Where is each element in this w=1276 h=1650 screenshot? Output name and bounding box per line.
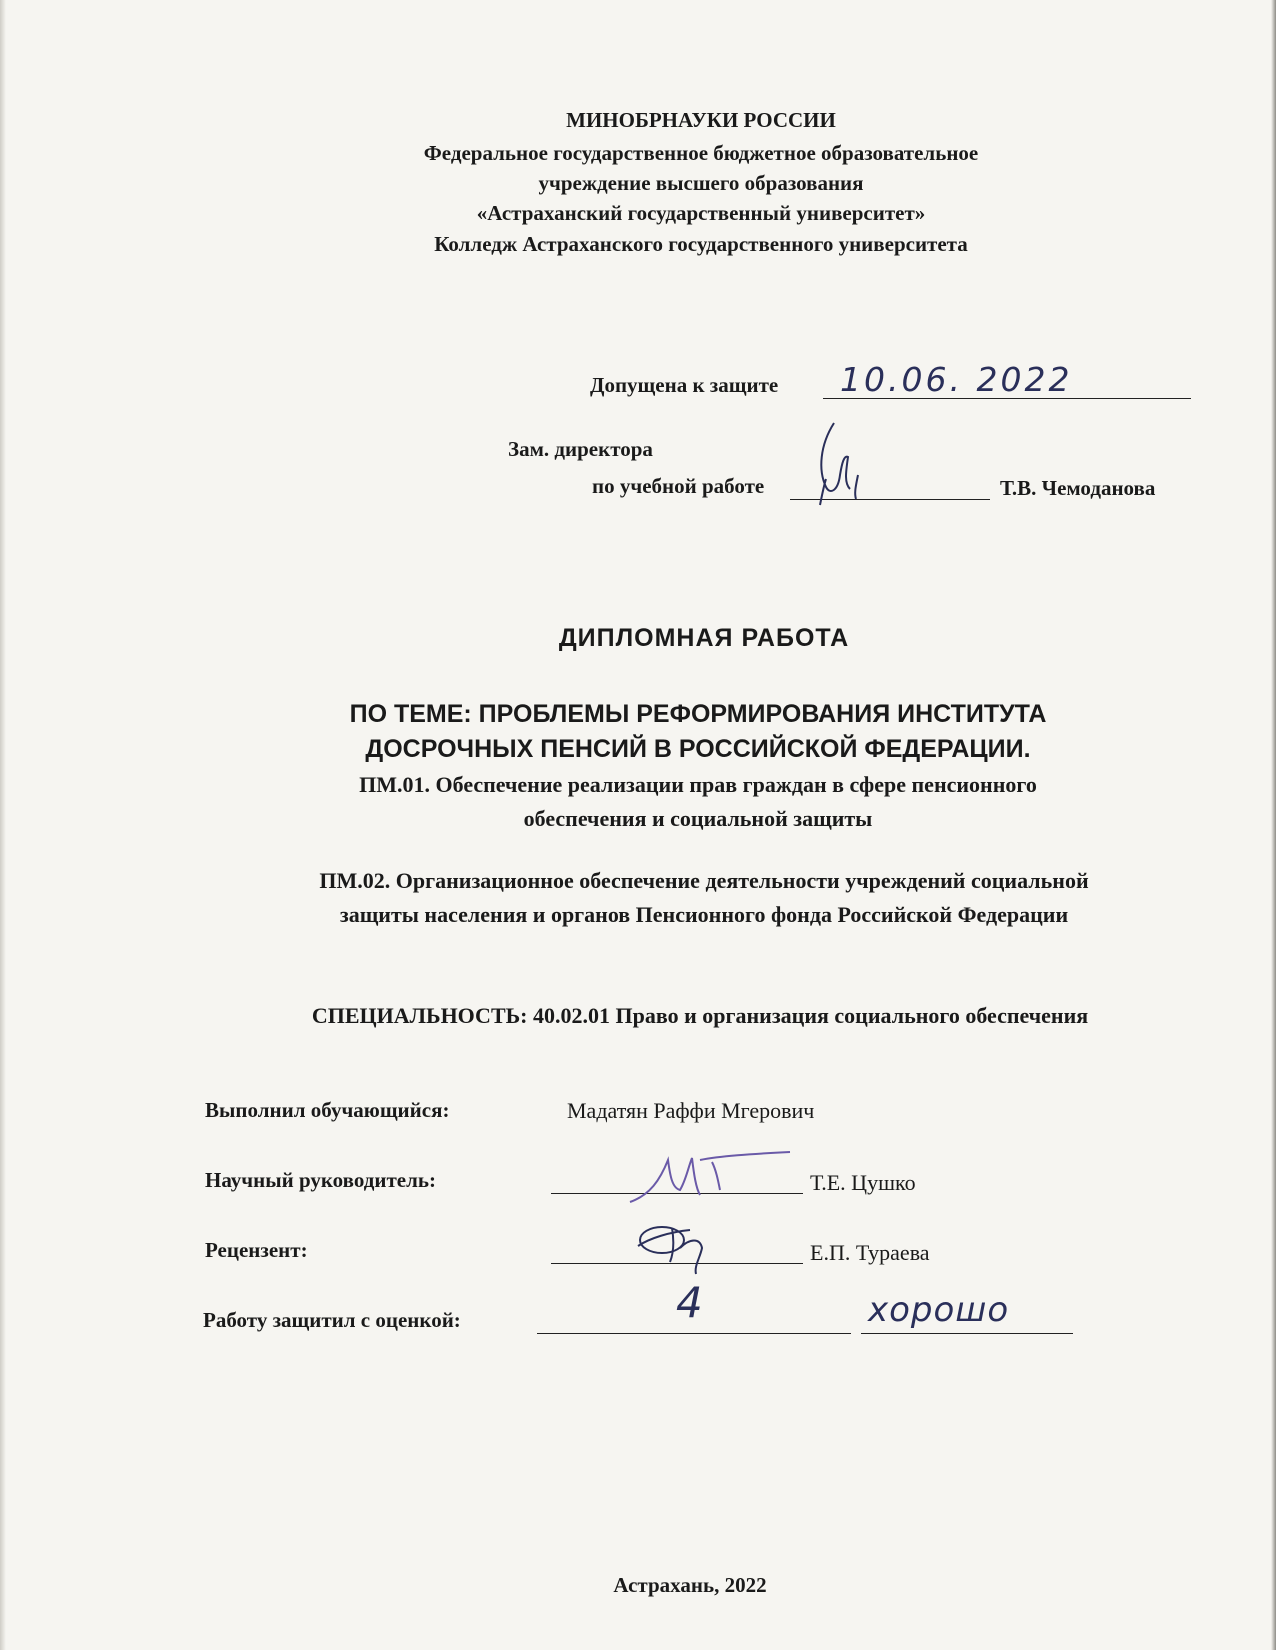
admitted-date-handwritten: 10.06. 2022 — [840, 360, 1073, 399]
pm02-line-2: защиты населения и органов Пенсионного фонда Российской Федерации — [339, 902, 1069, 927]
supervisor-label: Научный руководитель: — [205, 1168, 436, 1192]
grade-number-handwritten: 4 — [676, 1278, 703, 1327]
deputy-name: Т.В. Чемоданова — [1000, 476, 1156, 500]
pm01-line-2: обеспечения и социальной защиты — [523, 806, 873, 831]
student-label: Выполнил обучающийся: — [205, 1098, 450, 1122]
supervisor-signature — [620, 1140, 800, 1210]
deputy-title-line-1: Зам. директора — [508, 437, 653, 461]
paper-edge-left — [0, 0, 6, 1650]
theme-line-2: ДОСРОЧНЫХ ПЕНСИЙ В РОССИЙСКОЙ ФЕДЕРАЦИИ. — [365, 735, 1031, 763]
pm02-line-1: ПМ.02. Организационное обеспечение деятельности учреждений социальной — [319, 868, 1089, 893]
city-year: Астрахань, 2022 — [613, 1573, 767, 1597]
supervisor-name: Т.Е. Цушко — [810, 1170, 916, 1195]
pm01-line-1: ПМ.01. Обеспечение реализации прав граждан в сфере пенсионного — [359, 772, 1037, 797]
grade-word-handwritten: хорошо — [868, 1290, 1010, 1330]
deputy-title-line-2: по учебной работе — [592, 474, 765, 498]
specialty: СПЕЦИАЛЬНОСТЬ: 40.02.01 Право и организация социального обеспечения — [311, 1003, 1089, 1028]
document-type: ДИПЛОМНАЯ РАБОТА — [558, 624, 850, 652]
college-name: Колледж Астраханского государственного университета — [434, 232, 968, 256]
grade-number-line — [537, 1333, 851, 1334]
org-line-1: Федеральное государственное бюджетное образовательное — [423, 141, 979, 165]
admitted-label: Допущена к защите — [590, 373, 779, 397]
ministry-name: МИНОБРНАУКИ РОССИИ — [566, 108, 836, 132]
deputy-signature — [800, 415, 910, 515]
reviewer-name: Е.П. Тураева — [810, 1240, 930, 1265]
grade-word-line — [861, 1333, 1073, 1334]
university-name: «Астраханский государственный университет» — [476, 201, 926, 225]
reviewer-signature — [630, 1218, 730, 1278]
grade-label: Работу защитил с оценкой: — [203, 1308, 461, 1332]
theme-line-1: ПО ТЕМЕ: ПРОБЛЕМЫ РЕФОРМИРОВАНИЯ ИНСТИТУТА — [349, 700, 1047, 728]
student-name: Мадатян Раффи Мгерович — [567, 1098, 815, 1123]
reviewer-label: Рецензент: — [205, 1238, 308, 1262]
org-line-2: учреждение высшего образования — [538, 171, 864, 195]
